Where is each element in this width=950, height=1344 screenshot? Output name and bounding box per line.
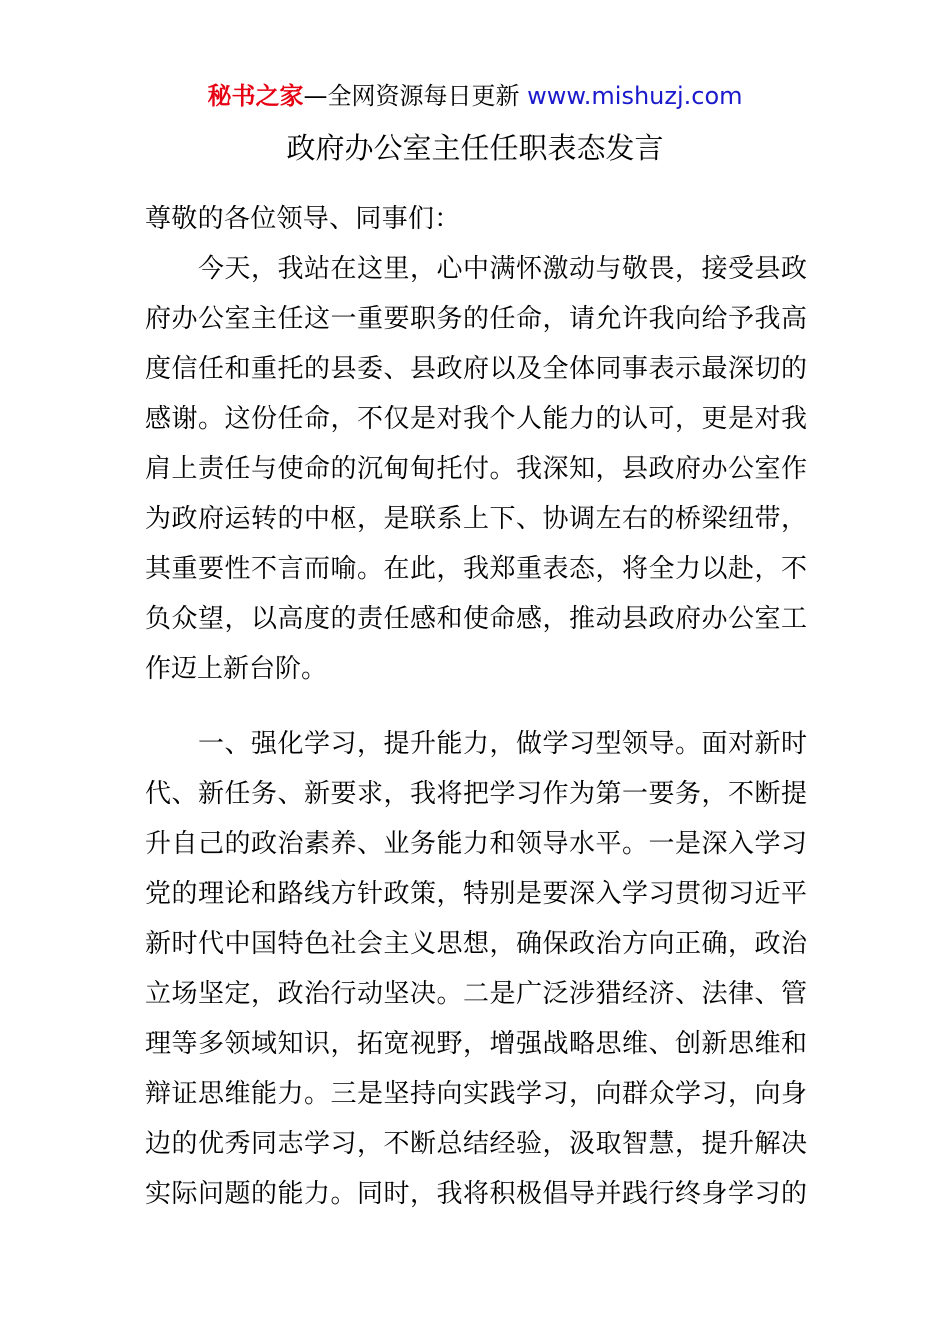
paragraph-line: 度信任和重托的县委、县政府以及全体同事表示最深切的 <box>145 354 807 384</box>
paragraph-line: 感谢。这份任命，不仅是对我个人能力的认可，更是对我 <box>145 404 807 434</box>
paragraph-2 <box>145 719 807 1219</box>
site-header <box>0 80 950 112</box>
paragraph-line: 辩证思维能力。三是坚持向实践学习，向群众学习，向身 <box>145 1079 807 1109</box>
paragraph-line: 作迈上新台阶。 <box>145 654 328 684</box>
paragraph-1 <box>145 244 807 694</box>
paragraph-line: 实际问题的能力。同时，我将积极倡导并践行终身学习的 <box>145 1179 807 1209</box>
paragraph-line: 新时代中国特色社会主义思想，确保政治方向正确，政治 <box>145 929 807 959</box>
paragraph-line: 为政府运转的中枢，是联系上下、协调左右的桥梁纽带， <box>145 504 807 534</box>
paragraph-line: 今天，我站在这里，心中满怀激动与敬畏，接受县政 <box>145 254 807 284</box>
paragraph-line: 其重要性不言而喻。在此，我郑重表态，将全力以赴，不 <box>145 554 807 584</box>
paragraph-line: 边的优秀同志学习，不断总结经验，汲取智慧，提升解决 <box>145 1129 807 1159</box>
paragraph-line: 负众望，以高度的责任感和使命感，推动县政府办公室工 <box>145 604 807 634</box>
paragraph-line: 代、新任务、新要求，我将把学习作为第一要务，不断提 <box>145 779 807 809</box>
site-url-link[interactable]: www.mishuzj.com <box>527 82 743 110</box>
document-title: 政府办公室主任任职表态发言 <box>286 131 664 165</box>
paragraph-line: 党的理论和路线方针政策，特别是要深入学习贯彻习近平 <box>145 879 807 909</box>
header-tagline: —全网资源每日更新 <box>303 82 528 110</box>
paragraph-line: 立场坚定，政治行动坚决。二是广泛涉猎经济、法律、管 <box>145 979 807 1009</box>
paragraph-line: 理等多领域知识，拓宽视野，增强战略思维、创新思维和 <box>145 1029 807 1059</box>
paragraph-line: 升自己的政治素养、业务能力和领导水平。一是深入学习 <box>145 829 807 859</box>
greeting: 尊敬的各位领导、同事们： <box>145 204 461 234</box>
brand-name: 秘书之家 <box>207 82 304 110</box>
paragraph-line: 府办公室主任这一重要职务的任命，请允许我向给予我高 <box>145 304 807 334</box>
paragraph-line: 一、强化学习，提升能力，做学习型领导。面对新时 <box>145 729 807 759</box>
paragraph-line: 肩上责任与使命的沉甸甸托付。我深知，县政府办公室作 <box>145 454 807 484</box>
